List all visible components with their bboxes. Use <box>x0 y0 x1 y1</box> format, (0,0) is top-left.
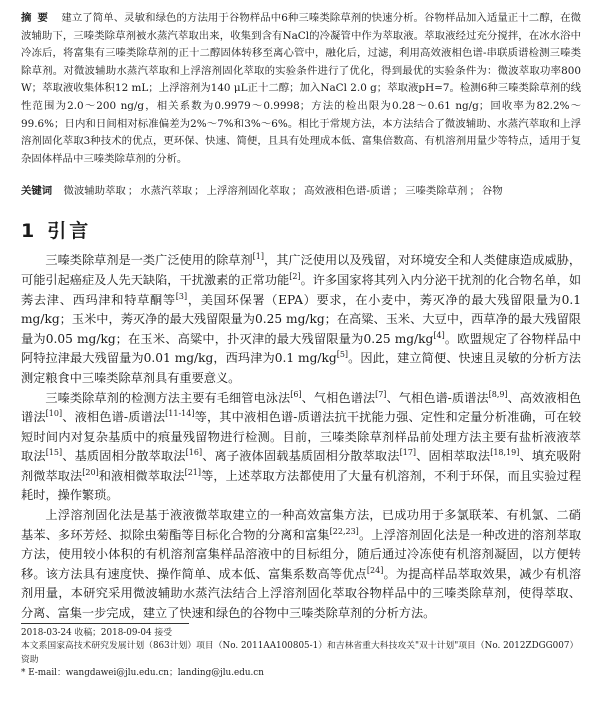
paragraph-text: 、气相色谱-质谱法 <box>386 390 489 405</box>
footnotes <box>21 627 581 681</box>
received-dates: 2018-03-24 收稿；2018-09-04 接受 <box>21 628 173 638</box>
keyword-separator: ； <box>469 185 480 198</box>
paragraph-text: 和液相微萃取法 <box>98 468 185 483</box>
keyword-separator: ； <box>194 185 205 198</box>
citation[interactable]: [1] <box>252 252 265 262</box>
article-page <box>21 10 581 624</box>
section-number: 1 <box>21 220 38 243</box>
citation[interactable]: [5] <box>336 350 349 360</box>
citation[interactable]: [16] <box>185 448 203 458</box>
body-paragraph-1 <box>21 251 581 388</box>
keyword: 微波辅助萃取 <box>63 185 126 198</box>
paragraph-text: 上浮溶剂固化法是基于液液微萃取建立的一种高效富集方法，已成功用于多氯联苯、有机氯、二硝基苯、多环芳烃、拟除虫菊酯等目标化合物的分离和富集 <box>21 508 581 542</box>
citation[interactable]: [18,19] <box>490 448 520 458</box>
keyword-separator: ； <box>127 185 139 198</box>
paragraph-text: 、液相色谱-质谱法 <box>62 410 166 425</box>
citation[interactable]: [7] <box>375 389 387 399</box>
paragraph-text: 。欧盟规定了谷物样品中阿特拉津最大残留量为0.01 mg/kg，西玛津为0.1 mg/kg <box>21 331 582 366</box>
paragraph-text: ，美国环保署（EPA）要求，在小麦中，莠灭净的最大残留限量为0.1 mg/kg；玉米中，莠灭净的最大残留限量为0.25 mg/kg；在高粱、玉米、大豆中，西草净的最大残留限量为0.05 mg/kg；在玉米、高粱中，扑灭津的最大残留限量为0.25 mg/kg <box>21 292 581 346</box>
keyword: 三嗪类除草剂 <box>405 185 468 198</box>
keywords <box>21 183 581 199</box>
citation[interactable]: [22,23] <box>329 526 359 536</box>
keyword-separator: ； <box>392 185 404 198</box>
citation[interactable]: [20] <box>82 467 99 477</box>
paragraph-text: 三嗪类除草剂是一类广泛使用的除草剂 <box>45 253 253 268</box>
citation[interactable]: [3] <box>175 291 188 301</box>
keywords-label: 关键词 <box>21 185 53 198</box>
paragraph-text: 、固相萃取法 <box>416 449 491 464</box>
paragraph-text: 、填充吸附剂微萃取法 <box>21 449 582 483</box>
citation[interactable]: [21] <box>184 467 202 477</box>
citation[interactable]: [6] <box>290 389 302 399</box>
keyword: 高效液相色谱-质谱 <box>304 185 391 198</box>
section-title: 引言 <box>47 220 92 243</box>
keyword: 谷物 <box>481 185 503 198</box>
body-paragraph-3 <box>21 506 581 624</box>
paragraph-text: 。上浮溶剂固化法是一种改进的溶剂萃取方法，使用较小体积的有机溶剂富集样品溶液中的目标组分，随后通过冷冻使有机溶剂凝固，以方便转移。该方法具有速度快、操作简单、成本低、富集系数高等优点 <box>21 527 582 581</box>
paragraph-text: 。因此，建立简便、快速且灵敏的分析方法测定粮食中三嗪类除草剂具有重要意义。 <box>21 351 581 385</box>
abstract-text: 建立了简单、灵敏和绿色的方法用于谷物样品中6种三嗪类除草剂的快速分析。谷物样品加入适量正十二醇，在微波辅助下，三嗪类除草剂被水蒸汽萃取出来，收集到含有NaCl的冷凝管中作为萃取液。萃取液经过充分搅拌，在冰水浴中冷冻后，将富集有三嗪类除草剂的正十二醇固体转移至离心管中，融化后，过滤，利用高效液相色谱-串联质谱检测三嗪类除草剂。对微波辅助水蒸汽萃取和上浮溶剂固化萃取的实验条件进行了优化，得到最优的实验条件为：微波萃取功率800 W；萃取液收集体积12 mL；上浮溶剂为140 μL正十二醇；加入NaCl 2.0 g；萃取液pH=7。检测6种三嗪类除草剂的线性范围为2.0～200 ng/g，相关系数为0.9979～0.9998；方法的检出限为0.28～0.61 ng/g；回收率为82.2%～99.6%；日内和日间相对标准偏差为2%～7%和3%～6%。相比于常规方法，本方法结合了微波辅助、水蒸汽萃取和上浮溶剂固化萃取3种技术的优点，更环保、快速、简便，且具有处理成本低、富集倍数高、有机溶剂用量少等特点，适用于复杂固体样品中三嗪类除草剂的分析。 <box>21 12 582 165</box>
body-paragraph-2 <box>21 389 581 507</box>
paragraph-text: 、离子液体固载基质固相分散萃取法 <box>202 449 400 464</box>
citation[interactable]: [15] <box>45 448 63 458</box>
paragraph-text: 、高效液相色谱法 <box>21 390 582 425</box>
keyword: 水蒸汽萃取 <box>140 185 193 198</box>
paragraph-text: 、气相色谱法 <box>301 390 376 405</box>
citation[interactable]: [8,9] <box>488 389 508 399</box>
citation[interactable]: [10] <box>45 409 63 419</box>
funding-note: 本文系国家高技术研究发展计划（863计划）项目（No. 2011AA100805-1）和吉林省重大科技攻关"双十计划"项目（No. 2012ZDGG007）资助 <box>21 641 579 665</box>
citation[interactable]: [24] <box>366 565 384 575</box>
paragraph-text: 三嗪类除草剂的检测方法主要有毛细管电泳法 <box>45 390 291 405</box>
paragraph-text: 等，上述萃取方法都使用了大量有机溶剂，不利于环保，而且实验过程耗时，操作繁琐。 <box>21 468 582 503</box>
keyword: 上浮溶剂固化萃取 <box>206 185 290 198</box>
abstract <box>21 10 581 168</box>
paragraph-text: ，其广泛使用以及残留，对环境安全和人类健康造成威胁，可能引起癌症及人先天缺陷，干扰激素的正常功能 <box>21 253 582 287</box>
paragraph-text: 、基质固相分散萃取法 <box>62 449 186 464</box>
paragraph-text: 等，其中液相色谱-质谱法抗干扰能力强、定性和定量分析准确，可在较短时间内对复杂基质中的痕量残留物进行检测。目前，三嗪类除草剂样品前处理方法主要有盐析液液萃取法 <box>21 410 582 464</box>
abstract-label: 摘要 <box>21 12 54 24</box>
citation[interactable]: [2] <box>289 271 301 281</box>
citation[interactable]: [4] <box>433 330 445 340</box>
paragraph-text: 。为提高样品萃取效果，减少有机溶剂用量，本研究采用微波辅助水蒸汽法结合上浮溶剂固化萃取谷物样品中的三嗪类除草剂，使得萃取、分离、富集一步完成，建立了快速和绿色的谷物中三嗪类除草剂的分析方法。 <box>21 566 582 621</box>
citation[interactable]: [17] <box>399 448 417 458</box>
keyword-separator: ； <box>291 185 303 198</box>
footnote-divider <box>21 623 189 624</box>
contact-email[interactable]: * E-mail：wangdawei@jlu.edu.cn；landing@jlu.edu.cn <box>21 668 264 679</box>
section-heading <box>21 216 581 243</box>
citation[interactable]: [11-14] <box>165 409 195 419</box>
paragraph-text: 。许多国家将其列入内分泌干扰剂的化合物名单，如莠去津、西玛津和特草酮等 <box>21 272 582 307</box>
